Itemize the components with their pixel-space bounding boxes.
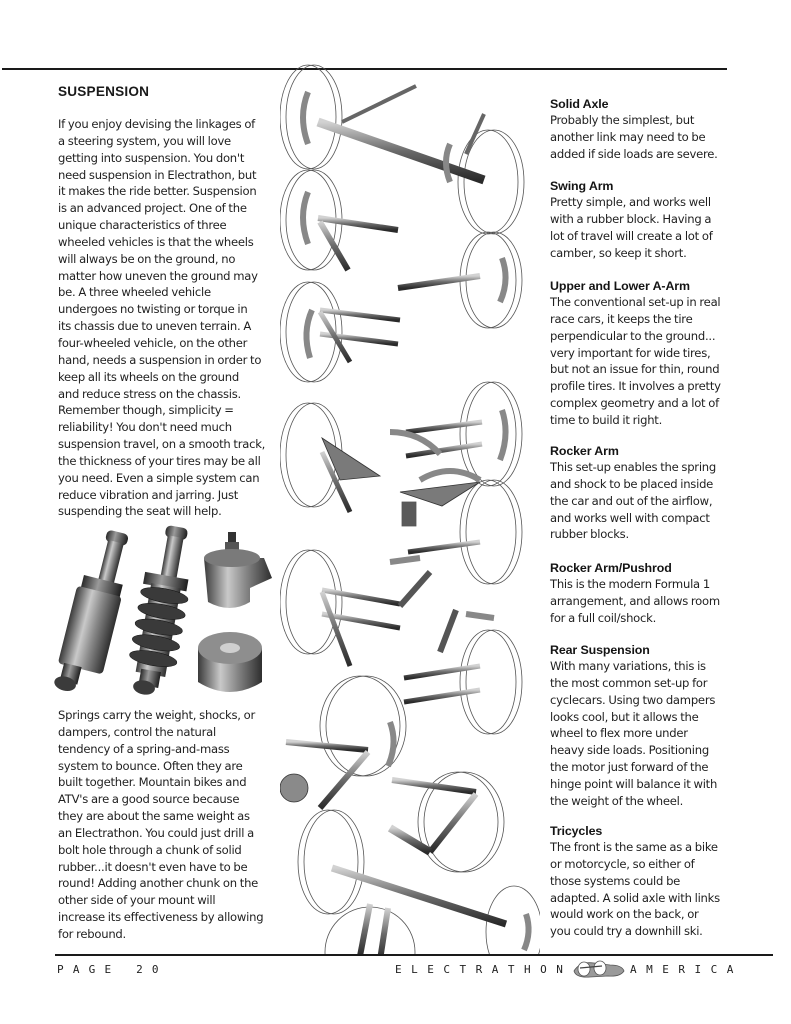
section-text: With many variations, this is the most common set-up for cyclecars. Using two dampers looks cool, but it allows the wheel to flex more under heavy side loads. Positioning the motor just forward of the hinge point will balance it with the weight of the wheel. (550, 659, 718, 808)
section-heading: Swing Arm (550, 179, 614, 193)
section-heading: Tricycles (550, 824, 603, 838)
shock-absorber (52, 526, 137, 699)
section-heading: Rocker Arm (550, 444, 619, 458)
rubber-block (198, 632, 262, 692)
rear-suspension-diagram (280, 676, 504, 872)
suspension-diagrams-column (280, 62, 540, 954)
page-title: SUSPENSION (58, 84, 150, 99)
section-rocker-arm (550, 443, 740, 543)
rubber-mount (204, 532, 272, 608)
coil-over-shock (123, 522, 200, 699)
pushrod-diagram (280, 550, 522, 734)
section-rocker-pushrod (550, 560, 740, 627)
section-heading: Solid Axle (550, 97, 609, 111)
section-text: This set-up enables the spring and shock to be placed inside the car and out of the airflow, and works well with compact rubber blocks. (550, 460, 717, 542)
section-heading: Upper and Lower A-Arm (550, 279, 690, 293)
swing-arm-diagram (280, 170, 522, 328)
footer-rule (55, 954, 773, 956)
page-number: PAGE 20 (57, 963, 168, 976)
section-swing-arm (550, 178, 740, 261)
springs-paragraph: Springs carry the weight, shocks, or dampers, control the natural tendency of a spring-and-mass system to bounce. Often they are built together. Mountain bikes and ATV's are a good source because they are about the same weight as an Electrathon. You could just drill a bolt hole through a chunk of solid rubber...it doesn't even have to be round! Adding another chunk on the other side of your mount will increase its effectiveness by allowing for rebound. (58, 708, 264, 941)
brand-name-left: ELECTRATHON (395, 963, 573, 976)
a-arm-diagram (280, 282, 522, 486)
intro-paragraph: If you enjoy devising the linkages of a steering system, you will love getting into suspension. You don't need suspension in Electrathon, but it makes the ride better. Suspension is an advanced project. One of the unique characteristics of three wheeled vehicles is that the wheels will always be on the ground, no matter how uneven the ground may be. A three wheeled vehicle undergoes no twisting or torque in its chassis due to uneven terrain. A four-wheeled vehicle, on the other hand, needs a suspension in order to keep all its wheels on the ground and reduce stress on the chassis. Remember though, simplicity = reliability! You don't need much suspension travel, on a smooth track, the thickness of your tires may be all you need. Even a simple system can reduce vibration and jarring. Just suspending the seat will help. (58, 117, 266, 519)
section-text: The front is the same as a bike or motorcycle, so either of those systems could be adapted. A solid axle with links would work on the back, or you could try a downhill ski. (550, 840, 720, 939)
solid-axle-diagram (280, 65, 524, 234)
section-tricycles (550, 823, 740, 940)
brand-name-right: AMERICA (630, 963, 743, 976)
electrathon-car-logo-icon (570, 957, 628, 981)
section-heading: Rocker Arm/Pushrod (550, 561, 672, 575)
section-rear-suspension (550, 642, 740, 810)
section-heading: Rear Suspension (550, 643, 650, 657)
section-text: The conventional set-up in real race cars, it keeps the tire perpendicular to the ground... very important for wide tires, but not an issue for thin, round profile tires. It involves a pretty complex geometry and a lot of time to build it right. (550, 295, 721, 427)
section-a-arm (550, 278, 740, 429)
section-solid-axle (550, 96, 740, 163)
section-text: Probably the simplest, but another link may need to be added if side loads are severe. (550, 113, 718, 161)
shock-components-illustration (44, 518, 276, 700)
section-text: Pretty simple, and works well with a rubber block. Having a lot of travel will create a lot of camber, so keep it short. (550, 195, 713, 260)
rocker-arm-diagram (280, 403, 522, 584)
section-text: This is the modern Formula 1 arrangement, and allows room for a full coil/shock. (550, 577, 720, 625)
